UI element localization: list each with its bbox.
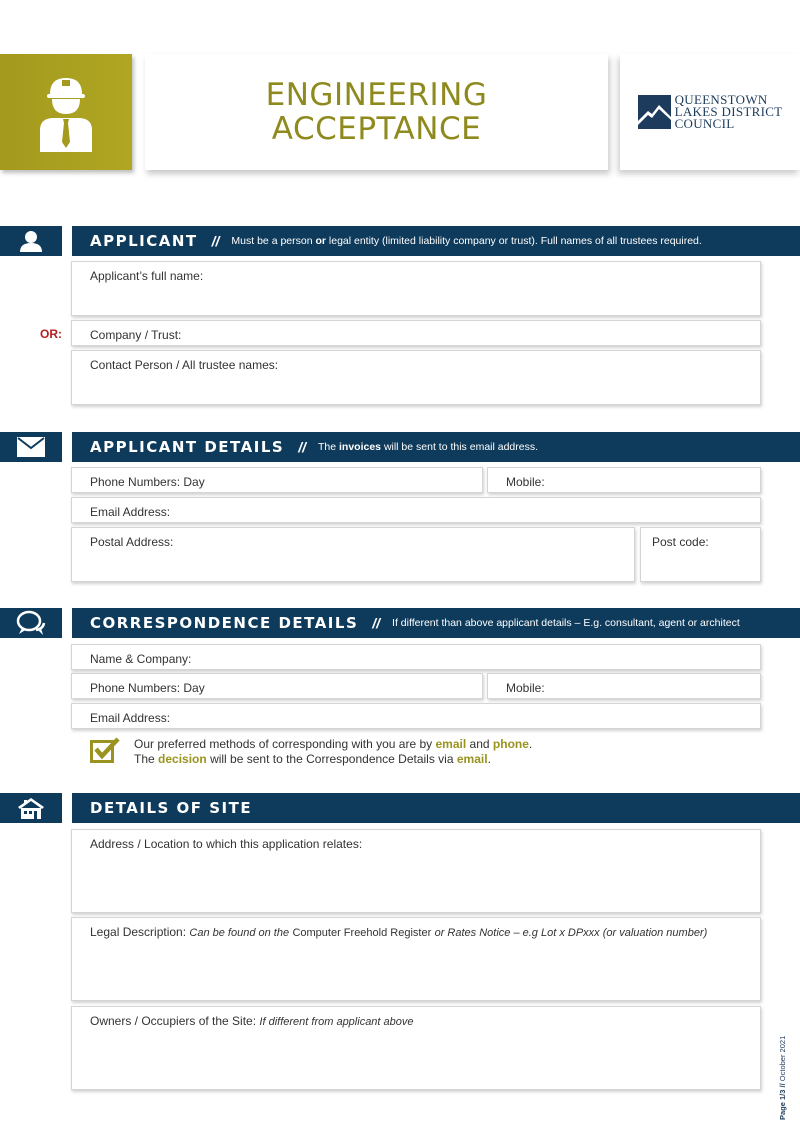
engineer-hardhat-icon <box>36 72 96 152</box>
section-note: The invoices will be sent to this email address. <box>317 441 539 453</box>
speech-bubbles-icon <box>16 610 46 636</box>
correspondence-phone-day-field[interactable]: Phone Numbers: Day <box>71 673 483 699</box>
section-title: APPLICANT <box>90 232 198 250</box>
section-title: CORRESPONDENCE DETAILS <box>90 614 359 632</box>
applicant-section-icon <box>0 226 62 256</box>
page-number: Page 1/3 <box>778 1089 787 1120</box>
mountain-logo-icon <box>638 95 671 129</box>
correspondence-name-company-field[interactable]: Name & Company: <box>71 644 761 670</box>
title-line-2: ACCEPTANCE <box>271 111 482 147</box>
house-icon <box>16 796 46 820</box>
applicant-postcode-field[interactable]: Post code: <box>640 527 761 582</box>
applicant-details-section-header: APPLICANT DETAILS // The invoices will be sent to this email address. <box>72 432 800 462</box>
or-label: OR: <box>40 327 62 341</box>
title-line-1: ENGINEERING <box>265 77 488 113</box>
contact-person-field[interactable]: Contact Person / All trustee names: <box>71 350 761 405</box>
correspondence-section-icon <box>0 608 62 638</box>
section-note: Must be a person or legal entity (limited liability company or trust). Full names of all trustees required. <box>231 235 702 247</box>
header-icon-tile <box>0 54 132 170</box>
council-logo <box>620 54 800 170</box>
revision-date: October 2021 <box>778 1035 787 1082</box>
applicant-details-section-icon <box>0 432 62 462</box>
site-section-header <box>72 793 800 823</box>
applicant-email-field[interactable]: Email Address: <box>71 497 761 523</box>
owners-occupiers-field[interactable]: Owners / Occupiers of the Site: If different from applicant above <box>71 1006 761 1090</box>
correspondence-mobile-field[interactable]: Mobile: <box>487 673 761 699</box>
site-address-field[interactable]: Address / Location to which this application relates: <box>71 829 761 913</box>
logo-text: QUEENSTOWN LAKES DISTRICT COUNCIL <box>674 92 783 131</box>
correspondence-email-field[interactable]: Email Address: <box>71 703 761 729</box>
section-title: DETAILS OF SITE <box>90 799 253 817</box>
checkbox-checked-icon <box>90 737 120 763</box>
applicant-full-name-field[interactable]: Applicant’s full name: <box>71 261 761 316</box>
applicant-phone-day-field[interactable]: Phone Numbers: Day <box>71 467 483 493</box>
site-section-icon <box>0 793 62 823</box>
section-note: If different than above applicant details – E.g. consultant, agent or architect <box>392 617 740 629</box>
correspondence-preference-note: Our preferred methods of corresponding with you are by email and phone. The decision will be sent to the Correspondence Details via email. <box>90 737 532 767</box>
applicant-postal-address-field[interactable]: Postal Address: <box>71 527 635 582</box>
applicant-mobile-field[interactable]: Mobile: <box>487 467 761 493</box>
applicant-section-header: APPLICANT // Must be a person or legal entity (limited liability company or trust). Full names of all trustees required. <box>72 226 800 256</box>
form-title <box>145 54 608 170</box>
section-title: APPLICANT DETAILS <box>90 438 285 456</box>
legal-description-field[interactable]: Legal Description: Can be found on the Computer Freehold Register or Rates Notice – e.g Lot x DPxxx (or valuation number) <box>71 917 761 1001</box>
person-icon <box>19 230 43 252</box>
correspondence-section-header: CORRESPONDENCE DETAILS // If different than above applicant details – E.g. consultant, agent or architect <box>72 608 800 638</box>
company-trust-field[interactable]: Company / Trust: <box>71 320 761 346</box>
page-footer: Page 1/3 // October 2021 <box>778 1035 787 1120</box>
envelope-icon <box>17 437 45 457</box>
